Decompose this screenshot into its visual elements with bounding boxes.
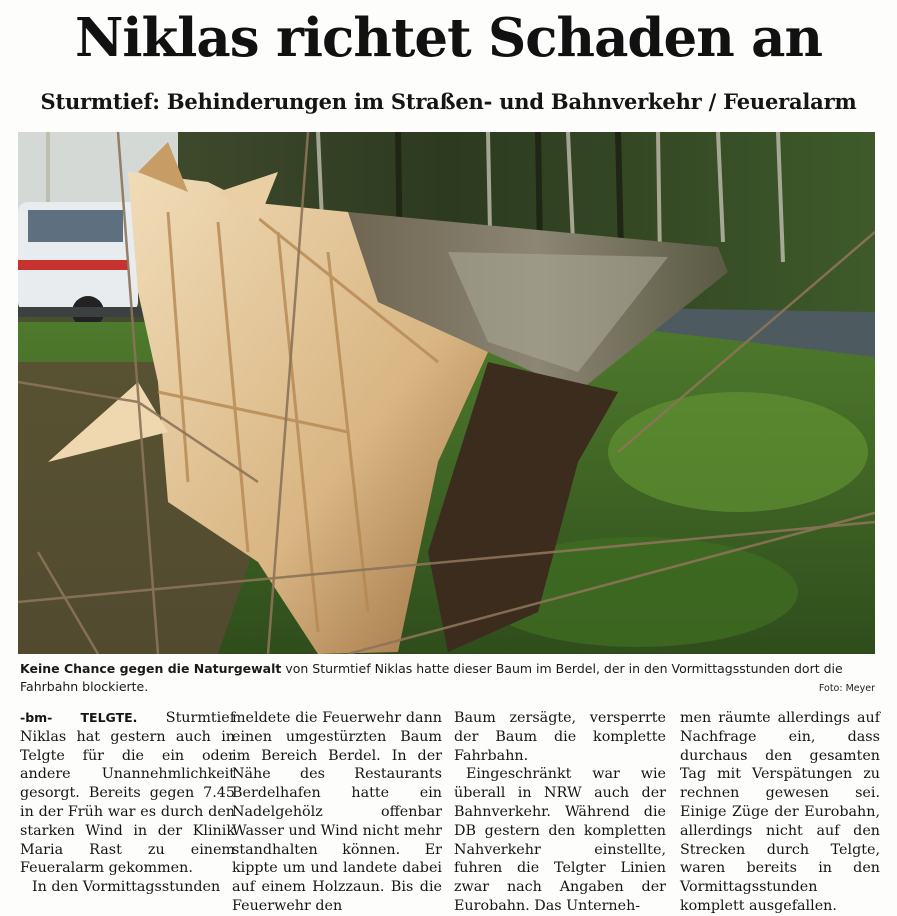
article-column-1	[20, 709, 235, 897]
article-photo	[18, 132, 875, 654]
article-column-4	[680, 709, 880, 916]
article-column-3	[454, 709, 666, 916]
paragraph: Eingeschränkt war wie überall in NRW auch der Bahnverkehr. Während die DB gestern den kompletten Nahverkehr einstellte, fuhren die Telgter Linien zwar nach Angaben der Eurobahn. Das Unterneh-	[454, 766, 666, 914]
paragraph: meldete die Feuerwehr dann einen umgestürzten Baum im Bereich Berdel. In der Nähe des Restaurants Berdelhafen hatte ein Nadelgehölz offenbar Wasser und Wind nicht mehr standhalten können. Er kippte um und landete dabei auf einem Holzzaun. Bis die Feuerwehr den	[232, 710, 442, 914]
paragraph-text: Sturmtief Niklas hat gestern auch in Telgte für die ein oder andere Unannehmlichkeit gesorgt. Bereits gegen 7.45 in der Früh war es durch den starken Wind in der Klinik Maria Rast zu einem Feueralarm gekommen.	[20, 710, 235, 877]
paragraph: Baum zersägte, versperrte der Baum die komplette Fahrbahn.	[454, 710, 666, 764]
headline: Niklas richtet Schaden an	[74, 7, 823, 69]
photo-credit: Foto: Meyer	[818, 683, 875, 694]
caption-text: von Sturmtief Niklas hatte dieser Baum im Berdel, der in den Vormittagsstunden dort die Fahrbahn blockierte.	[20, 661, 843, 694]
photo-caption	[20, 660, 878, 696]
paragraph	[20, 709, 235, 878]
paragraph: In den Vormittagsstunden	[32, 879, 221, 896]
paragraph: men räumte allerdings auf Nachfrage ein, dass durchaus den gesamten Tag mit Verspätungen zu rechnen gewesen sei. Einige Züge der Eurobahn, allerdings nicht auf den Strecken durch Telgte, waren bereits in den Vormittagsstunden komplett ausgefallen.	[680, 710, 880, 914]
subheadline: Sturmtief: Behinderungen im Straßen- und Bahnverkehr / Feueralarm	[40, 89, 857, 114]
article-column-2	[232, 709, 442, 916]
dateline: -bm- TELGTE.	[20, 710, 138, 725]
caption-lead: Keine Chance gegen die Naturgewalt	[20, 661, 282, 676]
